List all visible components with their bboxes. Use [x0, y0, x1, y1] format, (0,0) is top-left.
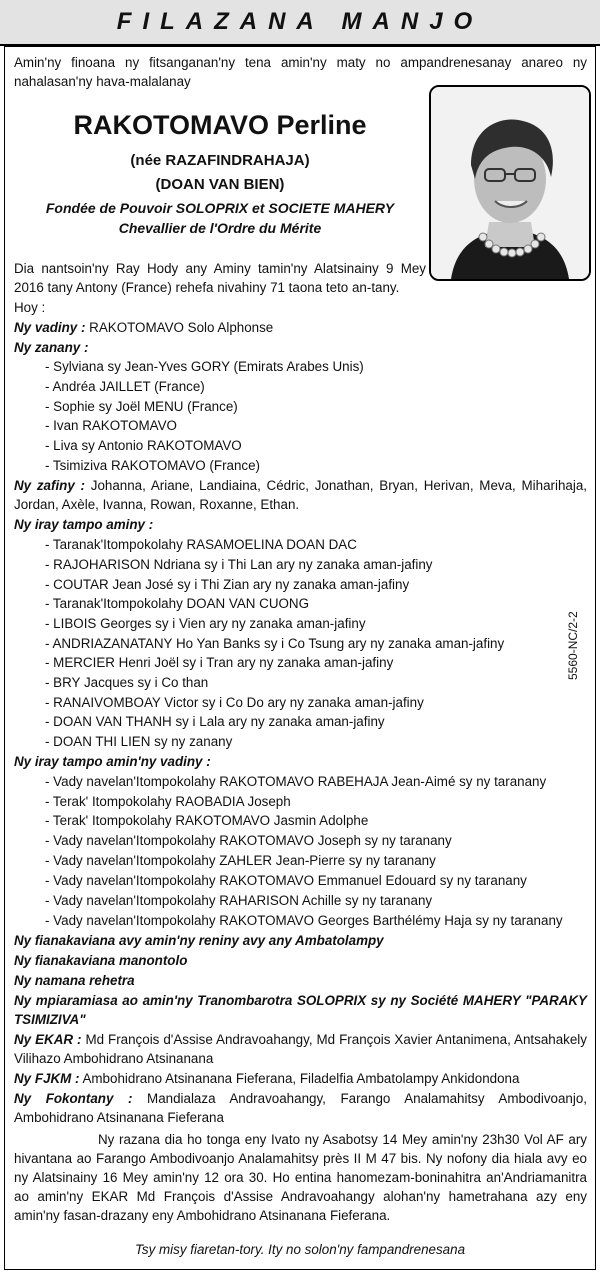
in-law-item: - Vady navelan'Itompokolahy ZAHLER Jean-Pierre sy ny taranany: [45, 853, 436, 868]
sibling-item: - COUTAR Jean José sy i Thi Zian ary ny zanaka aman-jafiny: [45, 577, 410, 592]
family-line-2: Ny fianakaviana manontolo: [14, 953, 188, 968]
in-law-item: - Vady navelan'Itompokolahy RAKOTOMAVO Joseph sy ny taranany: [45, 833, 452, 848]
grandchildren-text: [14, 476, 587, 514]
grandchildren-label: Ny zafiny :: [14, 478, 86, 493]
announcement-text: Dia nantsoin'ny Ray Hody any Aminy tamin'ny Alatsinainy 9 Mey 2016 tany Antony (France) rehefa nivahiny 71 taona teto an-tany.: [14, 261, 426, 295]
alias-name: (DOAN VAN BIEN): [155, 176, 285, 193]
closing-text: Ny razana dia ho tonga eny Ivato ny Asabotsy 14 Mey amin'ny 23h30 Vol AF ary hivantana ao Farango Ambodivoanjo Analamahitsy près II M 47 bis. Ny nofony dia hiala avy eo ny Alatsinainy 16 Mey amin'ny 12 ora 30. Ho entina hanomezam-boninahitra an'Andriamanitra ao amin'ny EKAR Md François d'Assise Andravoahangy alohan'ny hametrahana azy eny amin'ny fasan-drazany eny Ambohidrano Atsinanana Fieferana.: [14, 1132, 587, 1223]
spouse-value: RAKOTOMAVO Solo Alphonse: [85, 320, 274, 335]
sibling-item: - DOAN VAN THANH sy i Lala ary ny zanaka aman-jafiny: [45, 714, 385, 729]
spouse-line: [14, 318, 273, 337]
fokontany-value: Mandialaza Andravoahangy, Farango Analamahitsy Ambodivoanjo, Ambohidrano Atsinanana Fieferana: [14, 1091, 588, 1125]
reference-code: 5560-NC/2-2: [566, 611, 580, 680]
siblings-label: Ny iray tampo aminy :: [14, 517, 154, 532]
child-item: - Tsimiziva RAKOTOMAVO (France): [45, 458, 261, 473]
child-item: - Sylviana sy Jean-Yves GORY (Emirats Arabes Unis): [45, 359, 364, 374]
in-law-item: - Terak' Itompokolahy RAOBADIA Joseph: [45, 794, 291, 809]
sibling-item: - Taranak'Itompokolahy RASAMOELINA DOAN DAC: [45, 537, 357, 552]
notice-header: [0, 0, 600, 46]
sibling-item: - MERCIER Henri Joël sy i Tran ary ny zanaka aman-jafiny: [45, 655, 394, 670]
portrait-image: [431, 87, 589, 279]
sibling-item: - RAJOHARISON Ndriana sy i Thi Lan ary ny zanaka aman-jafiny: [45, 557, 433, 572]
in-law-item: - Terak' Itompokolahy RAKOTOMAVO Jasmin Adolphe: [45, 813, 369, 828]
friends-line: Ny namana rehetra: [14, 973, 135, 988]
fokontany-label: Ny Fokontany :: [14, 1091, 133, 1106]
fjkm-value: Ambohidrano Atsinanana Fieferana, Filadelfia Ambatolampy Ankidondona: [79, 1071, 520, 1086]
sibling-item: - DOAN THI LIEN sy ny zanany: [45, 734, 233, 749]
colleagues-line: Ny mpiaramiasa ao amin'ny Tranombarotra SOLOPRIX sy ny Société MAHERY "PARAKY TSIMIZIVA": [14, 993, 587, 1027]
deceased-title-2: Chevallier de l'Ordre du Mérite: [118, 220, 322, 236]
grandchildren-value: Johanna, Ariane, Landiaina, Cédric, Jonathan, Bryan, Herivan, Meva, Miharihaja, Jordan, Axèle, Ivanna, Rowan, Roxanne, Ethan.: [14, 478, 588, 512]
sibling-item: - Taranak'Itompokolahy DOAN VAN CUONG: [45, 596, 310, 611]
fjkm-line: [14, 1069, 519, 1088]
child-item: - Andréa JAILLET (France): [45, 379, 205, 394]
intro-text: Amin'ny finoana ny fitsanganan'ny tena amin'ny maty no ampandrenesanay anareo ny nahalasan'ny hava-malalanay: [14, 55, 587, 89]
spouse-label: Ny vadiny :: [14, 320, 86, 335]
child-item: - Liva sy Antonio RAKOTOMAVO: [45, 438, 242, 453]
child-item: - Sophie sy Joël MENU (France): [45, 399, 238, 414]
in-law-item: - Vady navelan'Itompokolahy RAHARISON Achille sy ny taranany: [45, 893, 433, 908]
family-line-1: Ny fianakaviana avy amin'ny reniny avy any Ambatolampy: [14, 933, 384, 948]
ekar-label: Ny EKAR :: [14, 1032, 82, 1047]
ekar-line: [14, 1030, 587, 1068]
hoy-label: Hoy :: [14, 300, 46, 315]
in-law-item: - Vady navelan'Itompokolahy RAKOTOMAVO RABEHAJA Jean-Aimé sy ny taranany: [45, 774, 547, 789]
in-law-item: - Vady navelan'Itompokolahy RAKOTOMAVO Emmanuel Edouard sy ny taranany: [45, 873, 527, 888]
sibling-item: - LIBOIS Georges sy i Vien ary ny zanaka aman-jafiny: [45, 616, 366, 631]
children-label: Ny zanany :: [14, 340, 89, 355]
deceased-title-1: Fondée de Pouvoir SOLOPRIX et SOCIETE MAHERY: [45, 200, 395, 216]
in-laws-label: Ny iray tampo amin'ny vadiny :: [14, 754, 211, 769]
maiden-name: (née RAZAFINDRAHAJA): [130, 152, 310, 169]
deceased-photo: [429, 85, 591, 281]
fokontany-line: [14, 1089, 587, 1127]
sibling-item: - ANDRIAZANATANY Ho Yan Banks sy i Co Tsung ary ny zanaka aman-jafiny: [45, 636, 505, 651]
ekar-value: Md François d'Assise Andravoahangy, Md François Xavier Antanimena, Antsahakely Vilihazo Ambohidrano Atsinanana: [14, 1032, 587, 1066]
footer-note: Tsy misy fiaretan-tory. Ity no solon'ny fampandrenesana: [134, 1242, 466, 1257]
deceased-name: RAKOTOMAVO Perline: [73, 110, 367, 140]
sibling-item: - RANAIVOMBOAY Victor sy i Co Do ary ny zanaka aman-jafiny: [45, 695, 424, 710]
notice-title: FILAZANA MANJO: [116, 8, 484, 35]
sibling-item: - BRY Jacques sy i Co than: [45, 675, 209, 690]
in-law-item: - Vady navelan'Itompokolahy RAKOTOMAVO Georges Barthélémy Haja sy ny taranany: [45, 913, 563, 928]
child-item: - Ivan RAKOTOMAVO: [45, 418, 177, 433]
fjkm-label: Ny FJKM :: [14, 1071, 80, 1086]
